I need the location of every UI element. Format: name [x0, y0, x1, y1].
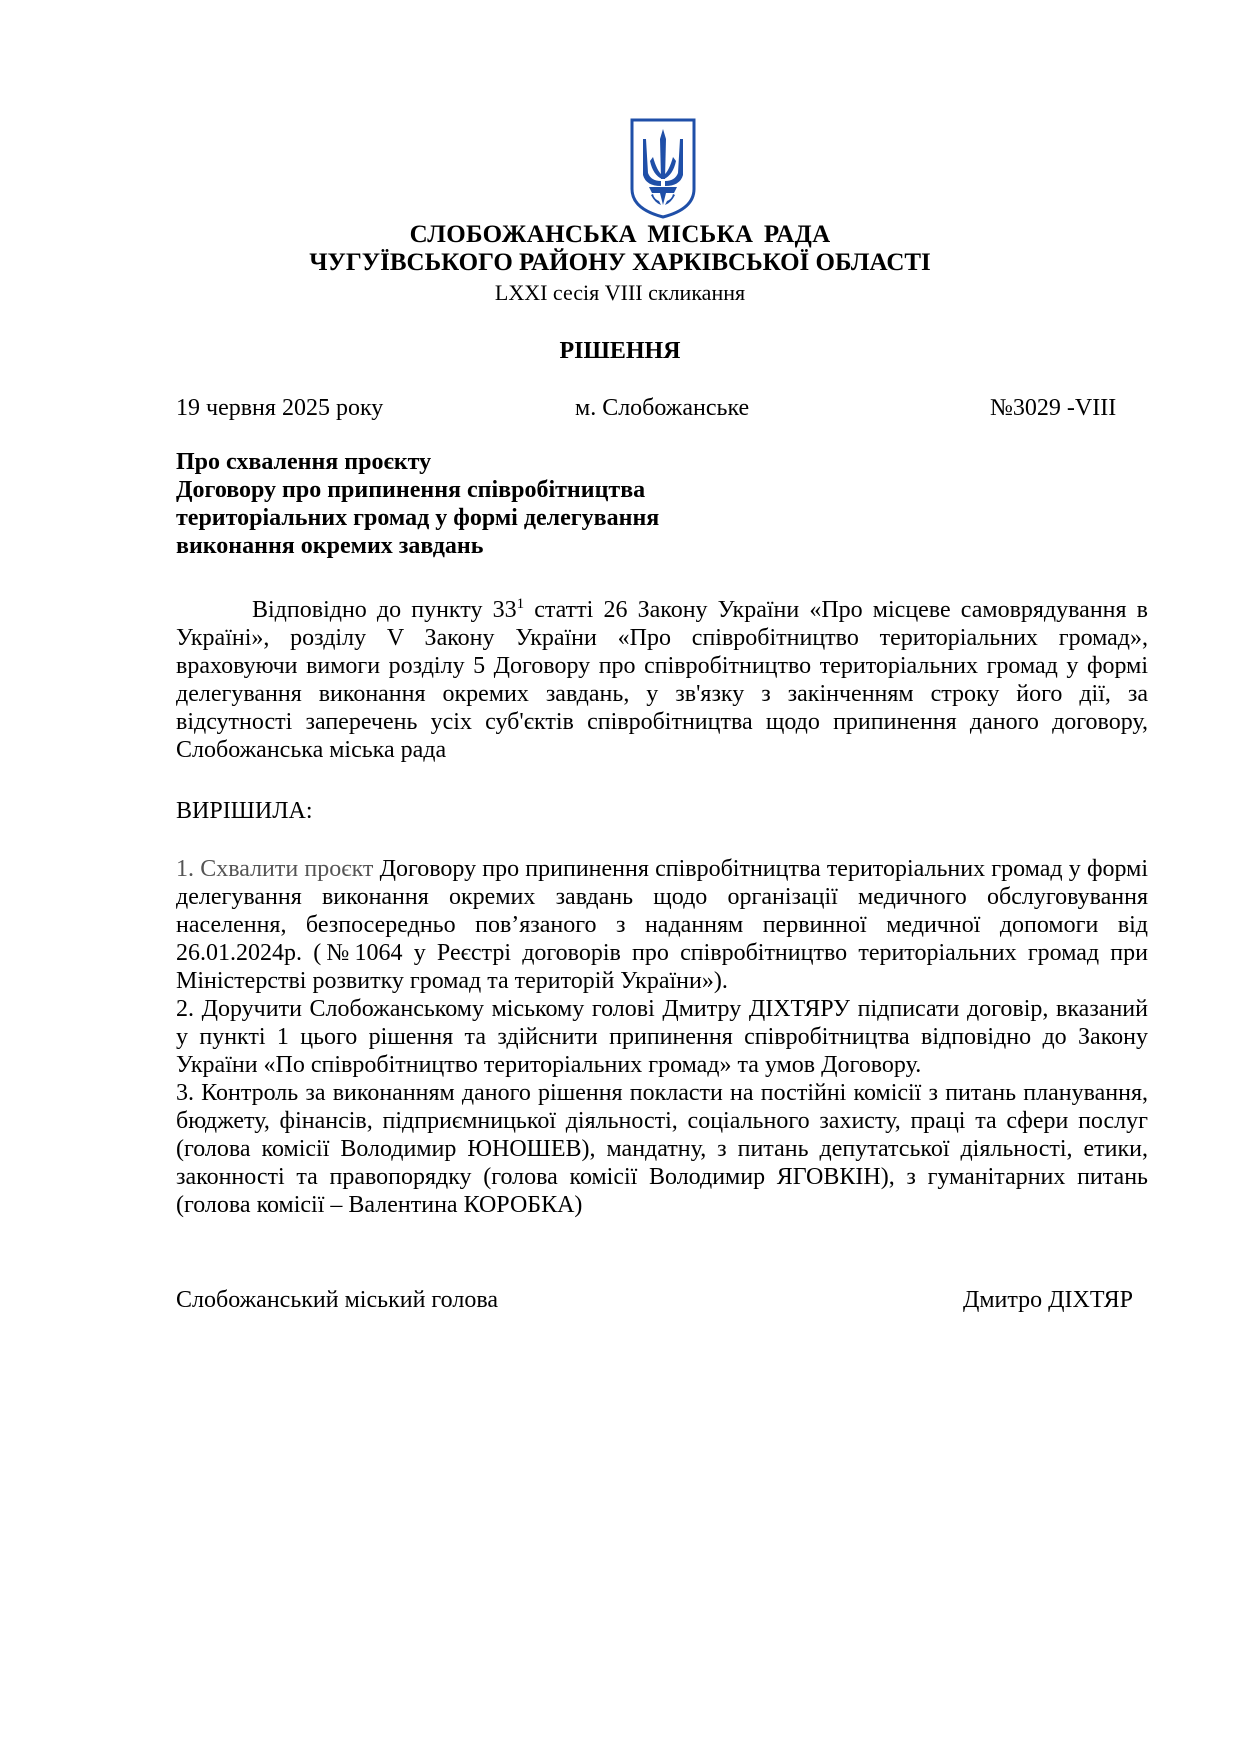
council-name: СЛОБОЖАНСЬКА МІСЬКА РАДА	[409, 221, 831, 248]
decision-city: м. Слобожанське	[575, 395, 750, 421]
decision-subject	[176, 448, 776, 560]
preamble-text-start: Відповідно до пункту 33	[252, 597, 517, 623]
subject-line: Договору про припинення співробітництва	[176, 477, 646, 503]
resolved-heading: ВИРІШИЛА:	[176, 798, 313, 824]
signatory-role: Слобожанський міський голова	[176, 1287, 498, 1313]
preamble-superscript: 1	[516, 596, 525, 612]
decision-item-text: Договору про припинення співробітництва територіальних громад у формі делегування виконання окремих завдань щодо організації медичного обслуговування населення, безпосередньо пов’язаного з наданням первинної медичної допомоги від 26.01.2024р. (№1064 у Реєстрі договорів про співробітництво територіальних громад при Міністерстві розвитку громад та територій України»).	[176, 856, 1149, 994]
preamble-paragraph	[176, 596, 1148, 764]
subject-line: виконання окремих завдань	[176, 533, 484, 559]
session-label: LXXI сесія VIII скликання	[494, 280, 746, 305]
decision-number: №3029 -VIII	[990, 395, 1117, 421]
signatory-name: Дмитро ДІХТЯР	[963, 1287, 1133, 1313]
decision-item	[176, 855, 1148, 995]
coat-of-arms-icon	[629, 117, 697, 220]
decision-item: 3. Контроль за виконанням даного рішення покласти на постійні комісії з питань планування, бюджету, фінансів, підприємницької діяльності, соціального захисту, праці та сфери послуг (голова комісії Володимир ЮНОШЕВ), мандатну, з питань депутатської діяльності, етики, законності та правопорядку (голова комісії Володимир ЯГОВКІН), з гуманітарних питань (голова комісії – Валентина КОРОБКА)	[176, 1080, 1148, 1218]
decision-item-lead: 1. Схвалити проєкт	[176, 856, 380, 882]
decision-items	[176, 855, 1148, 1219]
district-name: ЧУГУЇВСЬКОГО РАЙОНУ ХАРКІВСЬКОЇ ОБЛАСТІ	[309, 249, 931, 276]
subject-line: територіальних громад у формі делегування	[176, 505, 660, 531]
document-type: РІШЕННЯ	[559, 338, 681, 364]
preamble-text-rest: статті 26 Закону України «Про місцеве самоврядування в Україні», розділу V Закону України «Про співробітництво територіальних громад», враховуючи вимоги розділу 5 Договору про співробітництво територіальних громад у формі делегування виконання окремих завдань, у зв'язку з закінченням строку його дії, за відсутності заперечень усіх суб'єктів співробітництва щодо припинення даного договору, Слобожанська міська рада	[176, 597, 1148, 763]
decision-date: 19 червня 2025 року	[176, 395, 384, 421]
decision-item: 2. Доручити Слобожанському міському голові Дмитру ДІХТЯРУ підписати договір, вказаний у пункті 1 цього рішення та здійснити припинення співробітництва відповідно до Закону України «По співробітництво територіальних громад» та умов Договору.	[176, 996, 1148, 1078]
subject-line: Про схвалення проєкту	[176, 449, 432, 475]
